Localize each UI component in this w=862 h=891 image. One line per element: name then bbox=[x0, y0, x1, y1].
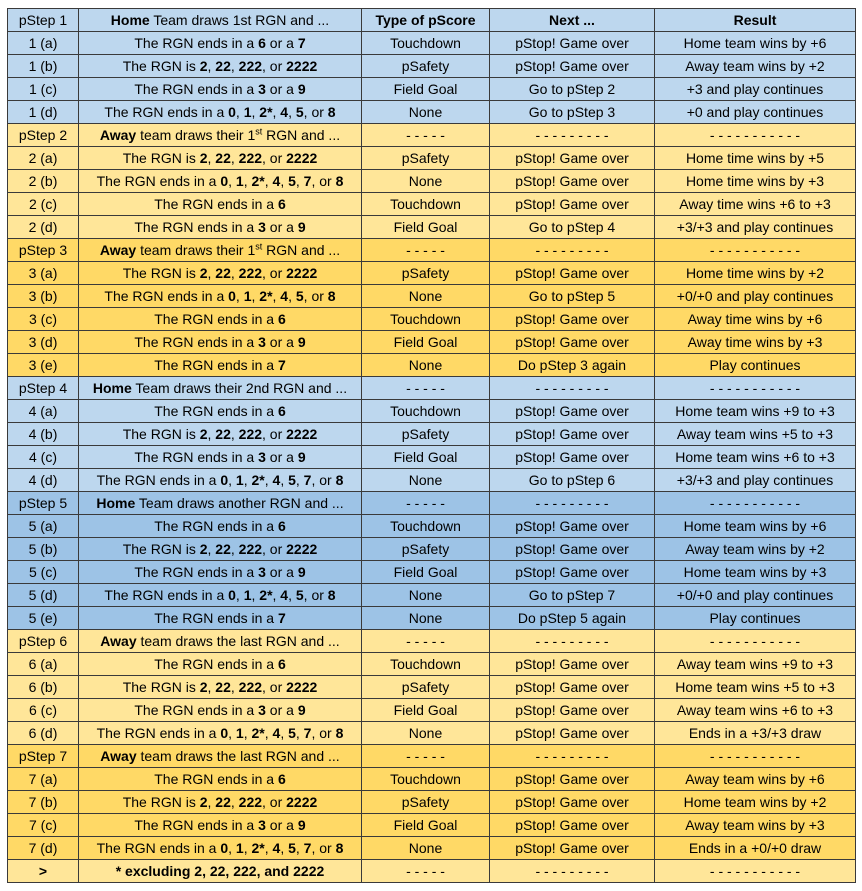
next-cell: Go to pStep 4 bbox=[490, 216, 655, 239]
table-row bbox=[8, 78, 856, 101]
step-cell: pStep 6 bbox=[8, 630, 79, 653]
result-cell: Home team wins +6 to +3 bbox=[655, 446, 856, 469]
pscore-type-cell: Field Goal bbox=[362, 561, 490, 584]
description-cell: The RGN ends in a 7 bbox=[79, 607, 362, 630]
next-cell: pStop! Game over bbox=[490, 55, 655, 78]
step-cell: 2 (d) bbox=[8, 216, 79, 239]
result-cell: Home team wins by +2 bbox=[655, 791, 856, 814]
description-cell: Away team draws the last RGN and ... bbox=[79, 630, 362, 653]
pscore-type-cell: None bbox=[362, 584, 490, 607]
next-cell: pStop! Game over bbox=[490, 676, 655, 699]
pscore-type-cell: - - - - - bbox=[362, 745, 490, 768]
step-cell: 1 (a) bbox=[8, 32, 79, 55]
step-cell: 4 (b) bbox=[8, 423, 79, 446]
table-row bbox=[8, 262, 856, 285]
result-cell: Away team wins by +2 bbox=[655, 55, 856, 78]
description-cell: * excluding 2, 22, 222, and 2222 bbox=[79, 860, 362, 883]
result-cell: Play continues bbox=[655, 607, 856, 630]
result-cell: Away team wins +6 to +3 bbox=[655, 699, 856, 722]
pscore-type-cell: pSafety bbox=[362, 147, 490, 170]
table-row bbox=[8, 584, 856, 607]
description-cell: The RGN ends in a 0, 1, 2*, 4, 5, 7, or 8 bbox=[79, 722, 362, 745]
step-cell: 3 (c) bbox=[8, 308, 79, 331]
description-cell: The RGN ends in a 6 bbox=[79, 653, 362, 676]
table-row bbox=[8, 860, 856, 883]
next-cell: pStop! Game over bbox=[490, 814, 655, 837]
step-cell: 4 (d) bbox=[8, 469, 79, 492]
pstep-table-container bbox=[7, 8, 856, 883]
result-cell: Home team wins by +6 bbox=[655, 32, 856, 55]
step-cell: 3 (d) bbox=[8, 331, 79, 354]
table-row bbox=[8, 745, 856, 768]
pscore-type-cell: None bbox=[362, 354, 490, 377]
description-cell: The RGN ends in a 0, 1, 2*, 4, 5, 7, or 8 bbox=[79, 837, 362, 860]
next-cell: pStop! Game over bbox=[490, 538, 655, 561]
table-row bbox=[8, 124, 856, 147]
table-row bbox=[8, 101, 856, 124]
pscore-type-cell: Touchdown bbox=[362, 768, 490, 791]
table-row bbox=[8, 377, 856, 400]
pscore-type-cell: Touchdown bbox=[362, 32, 490, 55]
header-description: Home Team draws 1st RGN and ... bbox=[79, 9, 362, 32]
pscore-type-cell: pSafety bbox=[362, 538, 490, 561]
description-cell: The RGN is 2, 22, 222, or 2222 bbox=[79, 147, 362, 170]
step-cell: 2 (b) bbox=[8, 170, 79, 193]
pscore-type-cell: Field Goal bbox=[362, 446, 490, 469]
next-cell: - - - - - - - - - bbox=[490, 124, 655, 147]
description-cell: The RGN ends in a 3 or a 9 bbox=[79, 216, 362, 239]
description-cell: Home Team draws another RGN and ... bbox=[79, 492, 362, 515]
table-row bbox=[8, 354, 856, 377]
pscore-type-cell: None bbox=[362, 101, 490, 124]
step-cell: 4 (a) bbox=[8, 400, 79, 423]
table-row bbox=[8, 814, 856, 837]
next-cell: pStop! Game over bbox=[490, 722, 655, 745]
next-cell: pStop! Game over bbox=[490, 699, 655, 722]
pscore-type-cell: Field Goal bbox=[362, 699, 490, 722]
result-cell: Home time wins by +5 bbox=[655, 147, 856, 170]
description-cell: The RGN ends in a 0, 1, 2*, 4, 5, 7, or 8 bbox=[79, 170, 362, 193]
table-row bbox=[8, 722, 856, 745]
result-cell: +0/+0 and play continues bbox=[655, 584, 856, 607]
next-cell: pStop! Game over bbox=[490, 32, 655, 55]
step-cell: pStep 4 bbox=[8, 377, 79, 400]
step-cell: > bbox=[8, 860, 79, 883]
description-cell: The RGN ends in a 0, 1, 2*, 4, 5, 7, or 8 bbox=[79, 469, 362, 492]
result-cell: +3 and play continues bbox=[655, 78, 856, 101]
step-cell: 6 (b) bbox=[8, 676, 79, 699]
pscore-type-cell: Touchdown bbox=[362, 515, 490, 538]
pscore-type-cell: - - - - - bbox=[362, 860, 490, 883]
result-cell: +0 and play continues bbox=[655, 101, 856, 124]
pscore-type-cell: Touchdown bbox=[362, 400, 490, 423]
description-cell: The RGN ends in a 6 bbox=[79, 308, 362, 331]
table-row bbox=[8, 423, 856, 446]
step-cell: 3 (b) bbox=[8, 285, 79, 308]
table-row bbox=[8, 216, 856, 239]
result-cell: - - - - - - - - - - - bbox=[655, 630, 856, 653]
table-row bbox=[8, 147, 856, 170]
header-row bbox=[8, 9, 856, 32]
next-cell: - - - - - - - - - bbox=[490, 377, 655, 400]
next-cell: pStop! Game over bbox=[490, 423, 655, 446]
step-cell: 2 (c) bbox=[8, 193, 79, 216]
result-cell: Home team wins +5 to +3 bbox=[655, 676, 856, 699]
table-row bbox=[8, 331, 856, 354]
result-cell: +3/+3 and play continues bbox=[655, 469, 856, 492]
table-row bbox=[8, 308, 856, 331]
result-cell: Home team wins by +6 bbox=[655, 515, 856, 538]
step-cell: 7 (a) bbox=[8, 768, 79, 791]
description-cell: The RGN ends in a 6 bbox=[79, 193, 362, 216]
description-cell: The RGN ends in a 3 or a 9 bbox=[79, 699, 362, 722]
table-row bbox=[8, 699, 856, 722]
next-cell: - - - - - - - - - bbox=[490, 860, 655, 883]
result-cell: Away team wins +9 to +3 bbox=[655, 653, 856, 676]
table-row bbox=[8, 492, 856, 515]
step-cell: pStep 5 bbox=[8, 492, 79, 515]
table-row bbox=[8, 239, 856, 262]
result-cell: - - - - - - - - - - - bbox=[655, 124, 856, 147]
pscore-type-cell: pSafety bbox=[362, 423, 490, 446]
table-row bbox=[8, 515, 856, 538]
result-cell: Away time wins +6 to +3 bbox=[655, 193, 856, 216]
pscore-type-cell: - - - - - bbox=[362, 124, 490, 147]
next-cell: - - - - - - - - - bbox=[490, 630, 655, 653]
description-cell: The RGN ends in a 3 or a 9 bbox=[79, 814, 362, 837]
table-row bbox=[8, 676, 856, 699]
pstep-table bbox=[7, 8, 856, 883]
next-cell: pStop! Game over bbox=[490, 791, 655, 814]
description-cell: The RGN ends in a 3 or a 9 bbox=[79, 446, 362, 469]
result-cell: Away team wins by +2 bbox=[655, 538, 856, 561]
header-type: Type of pScore bbox=[362, 9, 490, 32]
step-cell: 5 (d) bbox=[8, 584, 79, 607]
next-cell: pStop! Game over bbox=[490, 768, 655, 791]
next-cell: pStop! Game over bbox=[490, 308, 655, 331]
header-step: pStep 1 bbox=[8, 9, 79, 32]
next-cell: pStop! Game over bbox=[490, 515, 655, 538]
next-cell: Do pStep 5 again bbox=[490, 607, 655, 630]
table-row bbox=[8, 837, 856, 860]
description-cell: The RGN is 2, 22, 222, or 2222 bbox=[79, 262, 362, 285]
description-cell: The RGN ends in a 0, 1, 2*, 4, 5, or 8 bbox=[79, 285, 362, 308]
result-cell: +0/+0 and play continues bbox=[655, 285, 856, 308]
result-cell: - - - - - - - - - - - bbox=[655, 745, 856, 768]
step-cell: 2 (a) bbox=[8, 147, 79, 170]
pscore-type-cell: pSafety bbox=[362, 791, 490, 814]
result-cell: - - - - - - - - - - - bbox=[655, 377, 856, 400]
pscore-type-cell: None bbox=[362, 285, 490, 308]
next-cell: pStop! Game over bbox=[490, 837, 655, 860]
next-cell: pStop! Game over bbox=[490, 561, 655, 584]
pscore-type-cell: pSafety bbox=[362, 55, 490, 78]
table-row bbox=[8, 469, 856, 492]
pscore-type-cell: Field Goal bbox=[362, 814, 490, 837]
result-cell: Home time wins by +2 bbox=[655, 262, 856, 285]
pscore-type-cell: Touchdown bbox=[362, 308, 490, 331]
header-result: Result bbox=[655, 9, 856, 32]
next-cell: Go to pStep 7 bbox=[490, 584, 655, 607]
step-cell: 5 (b) bbox=[8, 538, 79, 561]
pscore-type-cell: Touchdown bbox=[362, 653, 490, 676]
pscore-type-cell: Field Goal bbox=[362, 331, 490, 354]
step-cell: pStep 2 bbox=[8, 124, 79, 147]
result-cell: Home time wins by +3 bbox=[655, 170, 856, 193]
result-cell: Ends in a +3/+3 draw bbox=[655, 722, 856, 745]
result-cell: - - - - - - - - - - - bbox=[655, 860, 856, 883]
pscore-type-cell: None bbox=[362, 837, 490, 860]
result-cell: Home team wins +9 to +3 bbox=[655, 400, 856, 423]
description-cell: The RGN ends in a 6 or a 7 bbox=[79, 32, 362, 55]
description-cell: Away team draws their 1st RGN and ... bbox=[79, 124, 362, 147]
table-row bbox=[8, 768, 856, 791]
next-cell: pStop! Game over bbox=[490, 331, 655, 354]
step-cell: 5 (e) bbox=[8, 607, 79, 630]
next-cell: Go to pStep 2 bbox=[490, 78, 655, 101]
pscore-type-cell: - - - - - bbox=[362, 630, 490, 653]
table-row bbox=[8, 170, 856, 193]
next-cell: Go to pStep 5 bbox=[490, 285, 655, 308]
step-cell: 3 (e) bbox=[8, 354, 79, 377]
step-cell: 5 (a) bbox=[8, 515, 79, 538]
pscore-type-cell: - - - - - bbox=[362, 239, 490, 262]
header-next: Next ... bbox=[490, 9, 655, 32]
description-cell: The RGN is 2, 22, 222, or 2222 bbox=[79, 538, 362, 561]
result-cell: Away team wins by +6 bbox=[655, 768, 856, 791]
step-cell: pStep 3 bbox=[8, 239, 79, 262]
table-row bbox=[8, 630, 856, 653]
result-cell: Away time wins by +3 bbox=[655, 331, 856, 354]
result-cell: Ends in a +0/+0 draw bbox=[655, 837, 856, 860]
pscore-type-cell: Field Goal bbox=[362, 78, 490, 101]
pscore-type-cell: None bbox=[362, 170, 490, 193]
next-cell: pStop! Game over bbox=[490, 262, 655, 285]
next-cell: - - - - - - - - - bbox=[490, 745, 655, 768]
description-cell: The RGN ends in a 6 bbox=[79, 515, 362, 538]
next-cell: pStop! Game over bbox=[490, 170, 655, 193]
next-cell: pStop! Game over bbox=[490, 446, 655, 469]
step-cell: 6 (d) bbox=[8, 722, 79, 745]
description-cell: The RGN is 2, 22, 222, or 2222 bbox=[79, 423, 362, 446]
pscore-type-cell: Touchdown bbox=[362, 193, 490, 216]
result-cell: - - - - - - - - - - - bbox=[655, 239, 856, 262]
description-cell: The RGN ends in a 3 or a 9 bbox=[79, 331, 362, 354]
next-cell: pStop! Game over bbox=[490, 653, 655, 676]
result-cell: Play continues bbox=[655, 354, 856, 377]
pscore-type-cell: Field Goal bbox=[362, 216, 490, 239]
next-cell: Go to pStep 3 bbox=[490, 101, 655, 124]
description-cell: The RGN ends in a 3 or a 9 bbox=[79, 561, 362, 584]
table-row bbox=[8, 446, 856, 469]
table-row bbox=[8, 193, 856, 216]
step-cell: 5 (c) bbox=[8, 561, 79, 584]
next-cell: pStop! Game over bbox=[490, 193, 655, 216]
result-cell: - - - - - - - - - - - bbox=[655, 492, 856, 515]
next-cell: Do pStep 3 again bbox=[490, 354, 655, 377]
table-row bbox=[8, 400, 856, 423]
next-cell: pStop! Game over bbox=[490, 400, 655, 423]
result-cell: Away team wins by +3 bbox=[655, 814, 856, 837]
step-cell: 1 (c) bbox=[8, 78, 79, 101]
pscore-type-cell: None bbox=[362, 722, 490, 745]
result-cell: Away time wins by +6 bbox=[655, 308, 856, 331]
next-cell: pStop! Game over bbox=[490, 147, 655, 170]
next-cell: Go to pStep 6 bbox=[490, 469, 655, 492]
description-cell: Away team draws the last RGN and ... bbox=[79, 745, 362, 768]
step-cell: 7 (c) bbox=[8, 814, 79, 837]
description-cell: The RGN ends in a 3 or a 9 bbox=[79, 78, 362, 101]
pscore-type-cell: pSafety bbox=[362, 676, 490, 699]
table-row bbox=[8, 561, 856, 584]
table-row bbox=[8, 55, 856, 78]
step-cell: 7 (d) bbox=[8, 837, 79, 860]
pscore-type-cell: pSafety bbox=[362, 262, 490, 285]
step-cell: 6 (c) bbox=[8, 699, 79, 722]
next-cell: - - - - - - - - - bbox=[490, 492, 655, 515]
description-cell: The RGN is 2, 22, 222, or 2222 bbox=[79, 55, 362, 78]
step-cell: 1 (b) bbox=[8, 55, 79, 78]
description-cell: The RGN is 2, 22, 222, or 2222 bbox=[79, 676, 362, 699]
step-cell: 1 (d) bbox=[8, 101, 79, 124]
description-cell: Away team draws their 1st RGN and ... bbox=[79, 239, 362, 262]
pscore-type-cell: None bbox=[362, 607, 490, 630]
pscore-type-cell: - - - - - bbox=[362, 377, 490, 400]
description-cell: The RGN ends in a 0, 1, 2*, 4, 5, or 8 bbox=[79, 584, 362, 607]
result-cell: Away team wins +5 to +3 bbox=[655, 423, 856, 446]
table-row bbox=[8, 285, 856, 308]
description-cell: The RGN ends in a 6 bbox=[79, 768, 362, 791]
step-cell: 3 (a) bbox=[8, 262, 79, 285]
table-row bbox=[8, 32, 856, 55]
table-row bbox=[8, 653, 856, 676]
pscore-type-cell: - - - - - bbox=[362, 492, 490, 515]
step-cell: 6 (a) bbox=[8, 653, 79, 676]
description-cell: The RGN ends in a 7 bbox=[79, 354, 362, 377]
step-cell: 4 (c) bbox=[8, 446, 79, 469]
description-cell: The RGN ends in a 0, 1, 2*, 4, 5, or 8 bbox=[79, 101, 362, 124]
step-cell: 7 (b) bbox=[8, 791, 79, 814]
step-cell: pStep 7 bbox=[8, 745, 79, 768]
next-cell: - - - - - - - - - bbox=[490, 239, 655, 262]
table-row bbox=[8, 607, 856, 630]
result-cell: Home team wins by +3 bbox=[655, 561, 856, 584]
description-cell: The RGN ends in a 6 bbox=[79, 400, 362, 423]
pscore-type-cell: None bbox=[362, 469, 490, 492]
table-row bbox=[8, 791, 856, 814]
description-cell: Home Team draws their 2nd RGN and ... bbox=[79, 377, 362, 400]
table-body bbox=[8, 32, 856, 883]
result-cell: +3/+3 and play continues bbox=[655, 216, 856, 239]
table-row bbox=[8, 538, 856, 561]
description-cell: The RGN is 2, 22, 222, or 2222 bbox=[79, 791, 362, 814]
